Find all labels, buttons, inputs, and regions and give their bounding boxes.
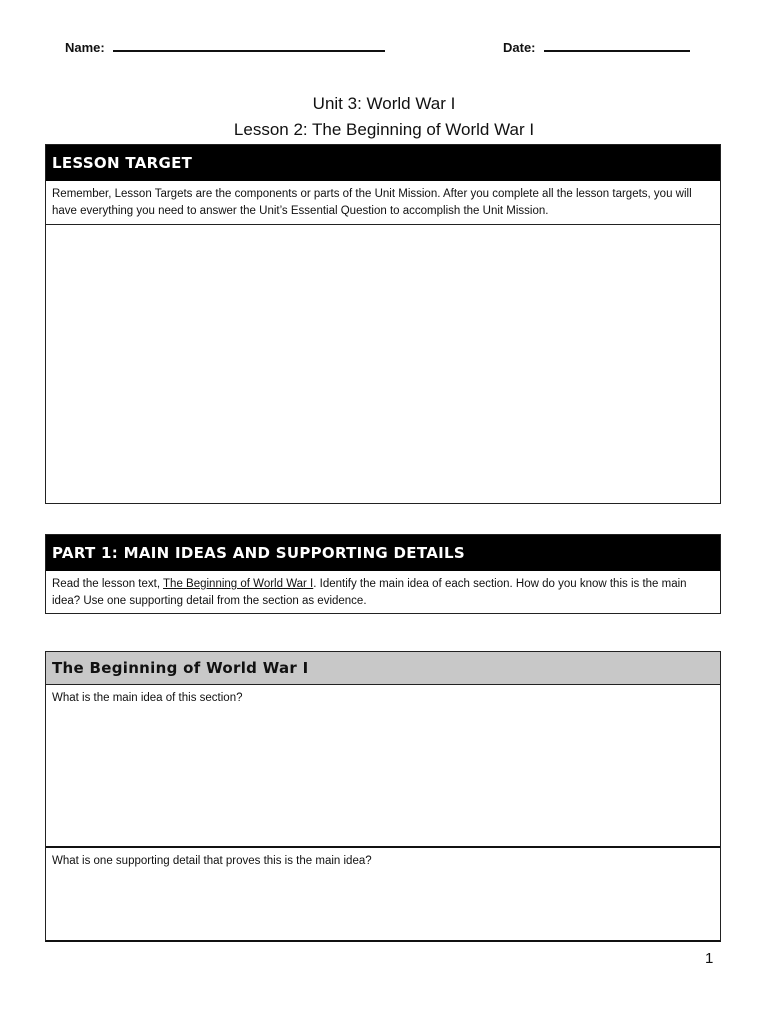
- lesson-target-instructions: Remember, Lesson Targets are the components or parts of the Unit Mission. After you complete all the lesson targets, you will have everything you need to answer the Unit’s Essential Question to accomplish the Unit Mission.: [46, 181, 720, 225]
- main-idea-answer-area[interactable]: [46, 685, 720, 848]
- lesson-title: Lesson 2: The Beginning of World War I: [233, 120, 535, 139]
- unit-title: Unit 3: World War I: [312, 94, 456, 113]
- supporting-detail-prompt: What is one supporting detail that proves this is the main idea?: [52, 855, 372, 867]
- lesson-text-title: The Beginning of World War I: [163, 578, 314, 590]
- date-blank-line[interactable]: [544, 40, 690, 52]
- page-number: 1: [705, 950, 714, 967]
- section-heading: The Beginning of World War I: [46, 652, 720, 685]
- name-blank-line[interactable]: [113, 40, 385, 52]
- part1-instructions-end: . Identify the main idea of each section. How do you know this is the main idea? Use one supporting detail from the section as evidence.: [52, 578, 687, 607]
- part1-instructions: [46, 571, 720, 614]
- date-label: Date:: [503, 40, 536, 55]
- lesson-target-heading: LESSON TARGET: [46, 145, 720, 181]
- lesson-target-box: [45, 144, 721, 504]
- supporting-detail-answer-area[interactable]: [46, 848, 720, 875]
- part1-instructions-start: Read the lesson text,: [52, 578, 164, 590]
- name-field: [65, 40, 385, 55]
- name-label: Name:: [65, 40, 105, 55]
- part1-heading: PART 1: MAIN IDEAS AND SUPPORTING DETAILS: [46, 535, 720, 571]
- part1-box: [45, 534, 721, 614]
- main-idea-prompt: What is the main idea of this section?: [52, 692, 243, 704]
- date-field: [503, 40, 690, 55]
- section-box: [45, 651, 721, 942]
